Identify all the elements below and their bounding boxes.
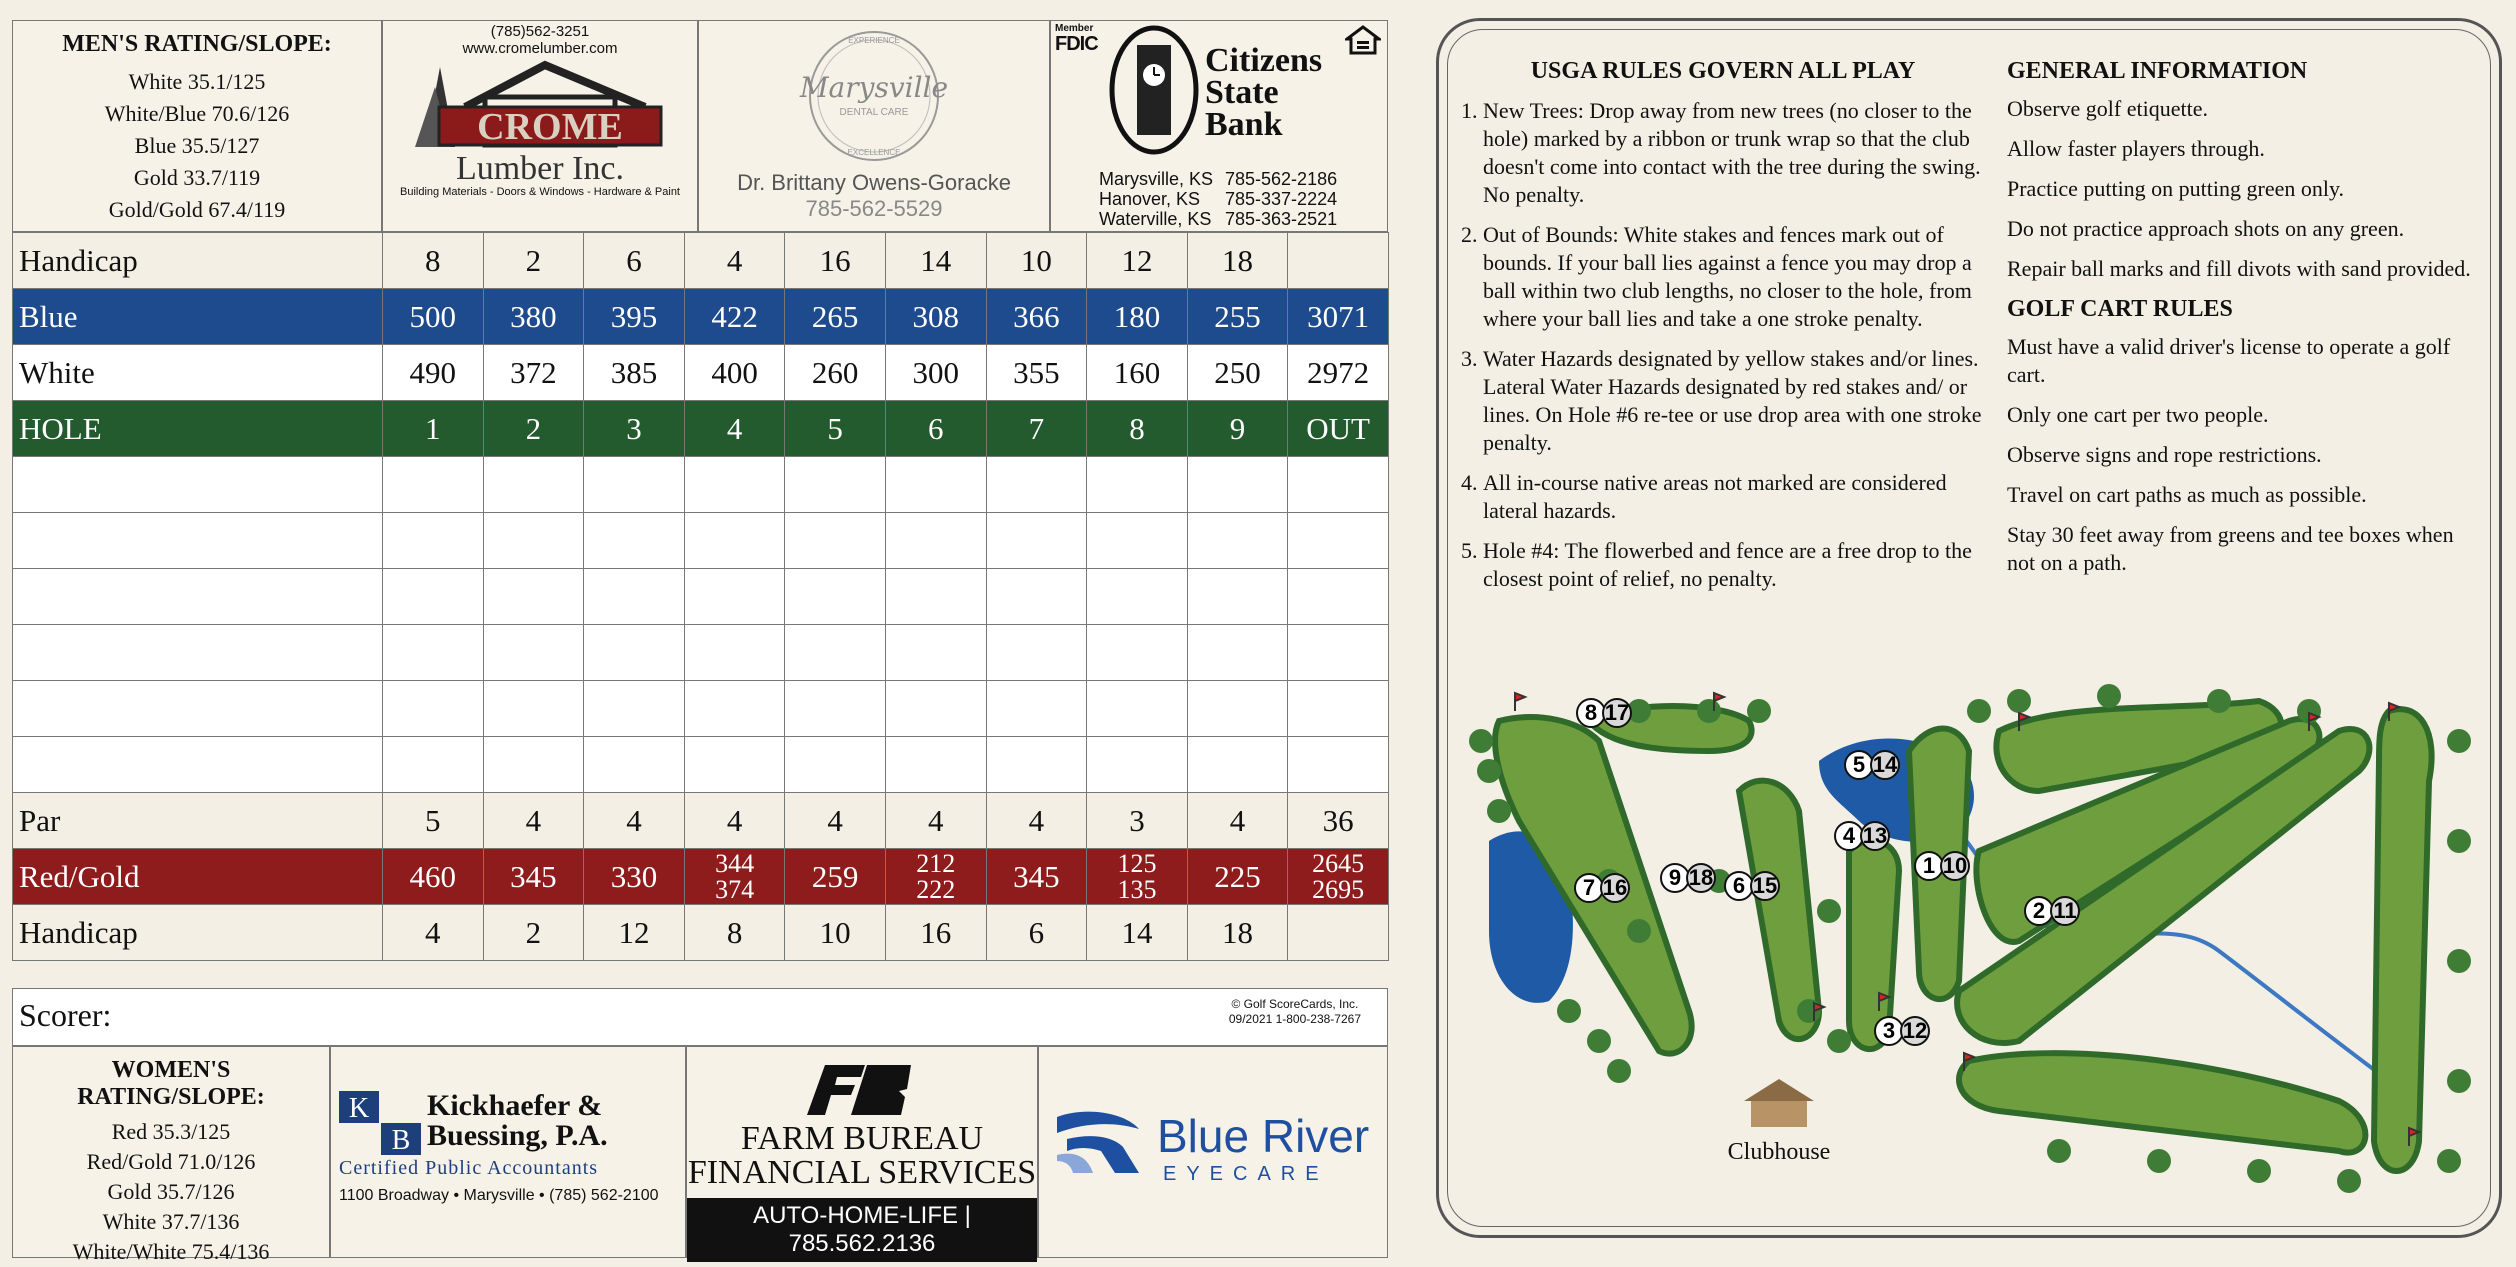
score-cell[interactable] (785, 737, 886, 793)
score-cell[interactable] (986, 737, 1087, 793)
dental-ring-bottom: EXCELLENCE (847, 148, 901, 157)
score-cell[interactable] (584, 513, 685, 569)
score-cell[interactable] (1187, 569, 1288, 625)
mens-rating-line: Gold 33.7/119 (133, 165, 261, 190)
score-cell[interactable] (1187, 737, 1288, 793)
row-value-cell (1288, 233, 1389, 289)
dental-ring-top: EXPERIENCE (848, 36, 900, 45)
row-value-cell: 8 (1087, 401, 1188, 457)
row-label (13, 625, 383, 681)
handicap-bottom-row (13, 905, 1389, 961)
row-value-cell (1087, 849, 1188, 905)
score-cell[interactable] (684, 625, 785, 681)
score-cell[interactable] (584, 625, 685, 681)
score-cell[interactable] (1187, 681, 1288, 737)
score-cell[interactable] (1087, 569, 1188, 625)
hole-marker-number: 3 (1882, 1018, 1896, 1043)
row-value-cell: 395 (584, 289, 685, 345)
score-cell[interactable] (986, 457, 1087, 513)
hole-marker-number: 11 (2053, 898, 2077, 923)
row-value-cell: 6 (885, 401, 986, 457)
par-row (13, 793, 1389, 849)
row-value-cell: 3071 (1288, 289, 1389, 345)
crome-name: CROME (477, 106, 623, 148)
row-value-cell: 260 (785, 345, 886, 401)
row-value-cell: 250 (1187, 345, 1288, 401)
row-value-cell: 255 (1187, 289, 1288, 345)
score-cell[interactable] (684, 681, 785, 737)
row-value-cell: 4 (684, 401, 785, 457)
score-cell[interactable] (483, 457, 584, 513)
row-value-cell: 18 (1187, 905, 1288, 961)
womens-rating-line: White 37.7/136 (102, 1209, 240, 1234)
row-value-cell: 4 (684, 233, 785, 289)
rules-list (1453, 97, 1993, 593)
score-cell[interactable] (885, 625, 986, 681)
kb-address: 1100 Broadway • Marysville • (785) 562-2100 (339, 1187, 659, 1204)
clubhouse-label: Clubhouse (1727, 1139, 1831, 1165)
row-label: White (13, 345, 383, 401)
row-value-cell: 225 (1187, 849, 1288, 905)
fdic-logo: FDIC (1055, 33, 1098, 55)
score-cell[interactable] (1288, 681, 1389, 737)
score-cell[interactable] (483, 513, 584, 569)
hole-marker-number: 10 (1942, 853, 1968, 878)
score-cell[interactable] (1187, 513, 1288, 569)
score-table (12, 232, 1389, 961)
scorecard-front (12, 20, 1388, 1264)
score-cell[interactable] (1288, 513, 1389, 569)
clock-tower-logo-icon (1109, 25, 1199, 155)
row-value-cell: 10 (785, 905, 886, 961)
dental-doctor: Dr. Brittany Owens-Goracke (737, 170, 1011, 195)
row-value-cell: 355 (986, 345, 1087, 401)
hole-number-row (13, 401, 1389, 457)
bank-name-3: Bank (1205, 106, 1283, 143)
score-cell[interactable] (1087, 737, 1188, 793)
row-value-cell: 12 (584, 905, 685, 961)
row-value-cell: 16 (885, 905, 986, 961)
crome-house-logo-icon (395, 57, 685, 149)
row-value-cell: 300 (885, 345, 986, 401)
score-cell[interactable] (986, 681, 1087, 737)
score-cell[interactable] (785, 625, 886, 681)
score-cell[interactable] (785, 569, 886, 625)
row-value-cell: 2 (483, 233, 584, 289)
hole-marker-number: 9 (1668, 865, 1682, 890)
score-cell[interactable] (1187, 625, 1288, 681)
row-value-cell: 9 (1187, 401, 1288, 457)
womens-rating-line: White/White 75.4/136 (72, 1239, 270, 1264)
farm-bar: AUTO-HOME-LIFE | 785.562.2136 (687, 1198, 1037, 1262)
row-value-cell (1288, 905, 1389, 961)
row-value-cell: 2 (483, 905, 584, 961)
row-value-cell: 500 (383, 289, 484, 345)
score-cell[interactable] (1087, 513, 1188, 569)
score-cell[interactable] (885, 569, 986, 625)
row-label: Handicap (13, 905, 383, 961)
hole-marker-number: 13 (1862, 823, 1888, 848)
equal-housing-icon (1345, 25, 1381, 57)
clubhouse-icon (1744, 1079, 1814, 1127)
row-value-cell: 7 (986, 401, 1087, 457)
row-value-cell: 4 (785, 793, 886, 849)
hole-marker-number: 7 (1582, 875, 1596, 900)
score-cell[interactable] (1087, 625, 1188, 681)
hole-marker-number: 1 (1922, 853, 1936, 878)
branch-city: Hanover, KS (1099, 189, 1201, 209)
row-value-cell: 14 (885, 233, 986, 289)
row-value-cell: 1 (383, 401, 484, 457)
usga-rules (1453, 57, 1993, 605)
rule-item: 5. Hole #4: The flowerbed and fence are a free drop to the closest point of relief, no penalty. (1483, 537, 1993, 593)
kb-name-2: Buessing, P.A. (427, 1119, 608, 1152)
row-label (13, 681, 383, 737)
row-value-cell: 2972 (1288, 345, 1389, 401)
score-cell[interactable] (483, 737, 584, 793)
row-value-cell: 6 (986, 905, 1087, 961)
row-value-cell: 8 (383, 233, 484, 289)
row-value-cell: 490 (383, 345, 484, 401)
rule-item: 1. New Trees: Drop away from new trees (no closer to the hole) marked by a ribbon or trunk wrap so that the club doesn't come into contact with the tree during the swing. No penalty. (1483, 97, 1993, 209)
general-item: Allow faster players through. (2007, 136, 2265, 161)
red-gold-tee-row (13, 849, 1389, 905)
marysville-dental-ad (698, 20, 1050, 232)
row-value-cell: OUT (1288, 401, 1389, 457)
kb-sub: Certified Public Accountants (339, 1157, 599, 1179)
hole-marker-number: 14 (1872, 752, 1898, 777)
hole-marker-number: 17 (1604, 700, 1630, 725)
crome-phone: (785)562-3251 (490, 23, 590, 40)
hole-marker-number: 2 (2032, 898, 2046, 923)
blue-river-sub: EYECARE (1163, 1163, 1329, 1185)
row-label (13, 569, 383, 625)
score-cell[interactable] (383, 737, 484, 793)
row-value-cell: 2 (483, 401, 584, 457)
row-label: Handicap (13, 233, 383, 289)
fdic-member: Member (1055, 23, 1094, 34)
score-cell[interactable] (684, 513, 785, 569)
scorecard-copyright (1229, 997, 1361, 1027)
score-cell[interactable] (383, 457, 484, 513)
row-value-cell: 3 (584, 401, 685, 457)
score-cell[interactable] (1087, 457, 1188, 513)
row-value-cell: 14 (1087, 905, 1188, 961)
row-label: Blue (13, 289, 383, 345)
bank-name (1205, 42, 1323, 143)
cart-item: Travel on cart paths as much as possible. (2007, 482, 2367, 507)
crome-tagline: Building Materials - Doors & Windows - Hardware & Paint (400, 186, 680, 198)
general-item: Observe golf etiquette. (2007, 96, 2208, 121)
branch-city: Marysville, KS (1099, 169, 1214, 189)
row-value-cell: 4 (1187, 793, 1288, 849)
row-value-cell: 460 (383, 849, 484, 905)
blue-tee-row (13, 289, 1389, 345)
row-value-cell: 422 (684, 289, 785, 345)
kb-name (427, 1091, 608, 1151)
stacked-yardage: 344 374 (715, 848, 755, 904)
row-value-cell: 5 (785, 401, 886, 457)
farm-bureau-ad (686, 1046, 1038, 1258)
general-item: Practice putting on putting green only. (2007, 176, 2345, 201)
kb-letter-k: K (348, 1093, 370, 1124)
score-cell[interactable] (1288, 625, 1389, 681)
stacked-yardage: 125 135 (1117, 848, 1157, 904)
row-value-cell: 380 (483, 289, 584, 345)
score-cell[interactable] (785, 457, 886, 513)
row-value-cell: 4 (986, 793, 1087, 849)
farm-name-1: FARM BUREAU (740, 1120, 984, 1157)
blue-river-logo-icon (1053, 1107, 1143, 1177)
cart-item: Must have a valid driver's license to operate a golf cart. (2007, 334, 2451, 387)
bank-name-2: State (1205, 74, 1279, 111)
bank-name-1: Citizens (1205, 42, 1323, 79)
row-value-cell: 4 (885, 793, 986, 849)
row-value-cell (1288, 849, 1389, 905)
score-cell[interactable] (1187, 457, 1288, 513)
row-value-cell: 4 (584, 793, 685, 849)
row-value-cell: 345 (986, 849, 1087, 905)
mens-rating-line: Blue 35.5/127 (134, 133, 260, 158)
row-value-cell: 180 (1087, 289, 1188, 345)
general-heading: GENERAL INFORMATION (2007, 58, 2308, 84)
row-label (13, 513, 383, 569)
citizens-state-bank-ad (1050, 20, 1388, 232)
row-value-cell: 12 (1087, 233, 1188, 289)
mens-rating-line: Gold/Gold 67.4/119 (108, 197, 286, 222)
score-cell[interactable] (383, 513, 484, 569)
farm-bureau-logo-icon (807, 1061, 917, 1117)
row-value-cell: 265 (785, 289, 886, 345)
handicap-top-row (13, 233, 1389, 289)
bottom-ad-row (12, 1046, 1388, 1264)
scorer-label: Scorer: (19, 997, 112, 1033)
hole-marker-number: 18 (1688, 865, 1714, 890)
score-cell[interactable] (885, 513, 986, 569)
score-cell[interactable] (483, 569, 584, 625)
score-cell[interactable] (785, 681, 886, 737)
kickhaefer-buessing-ad (330, 1046, 686, 1258)
score-cell[interactable] (383, 569, 484, 625)
score-cell[interactable] (383, 681, 484, 737)
mens-rating-heading: MEN'S RATING/SLOPE: (62, 31, 332, 57)
score-cell[interactable] (584, 569, 685, 625)
farm-name-2: FINANCIAL SERVICES (687, 1154, 1037, 1191)
row-value-cell: 6 (584, 233, 685, 289)
hole-marker-number: 5 (1852, 752, 1866, 777)
row-value-cell: 372 (483, 345, 584, 401)
row-value-cell: 366 (986, 289, 1087, 345)
score-cell[interactable] (684, 457, 785, 513)
score-entry-row[interactable] (13, 513, 1389, 569)
crome-web: www.cromelumber.com (462, 40, 618, 57)
branch-phone: 785-363-2521 (1225, 209, 1338, 229)
row-value-cell: 330 (584, 849, 685, 905)
scorer-row[interactable] (12, 988, 1388, 1046)
score-entry-row[interactable] (13, 737, 1389, 793)
score-cell[interactable] (383, 625, 484, 681)
hole-marker-number: 12 (1902, 1018, 1928, 1043)
white-tee-row (13, 345, 1389, 401)
stacked-yardage: 2645 2695 (1312, 848, 1365, 904)
score-cell[interactable] (885, 737, 986, 793)
general-item: Do not practice approach shots on any green. (2007, 216, 2405, 241)
row-value-cell: 5 (383, 793, 484, 849)
score-cell[interactable] (885, 457, 986, 513)
cart-item: Observe signs and rope restrictions. (2007, 442, 2322, 467)
score-cell[interactable] (1288, 457, 1389, 513)
womens-rating-line: Gold 35.7/126 (107, 1179, 235, 1204)
womens-rating-line: Red 35.3/125 (111, 1119, 231, 1144)
row-value-cell (684, 849, 785, 905)
score-entry-row[interactable] (13, 569, 1389, 625)
kb-name-1: Kickhaefer & (427, 1089, 603, 1122)
general-item: Repair ball marks and fill divots with sand provided. (2007, 256, 2471, 281)
score-cell[interactable] (1288, 737, 1389, 793)
hole-marker-number: 8 (1584, 700, 1598, 725)
kb-letter-b: B (391, 1125, 411, 1155)
crome-sub: Lumber Inc. (455, 150, 625, 187)
row-value-cell: 36 (1288, 793, 1389, 849)
row-value-cell: 308 (885, 289, 986, 345)
branch-city: Waterville, KS (1099, 209, 1212, 229)
score-cell[interactable] (785, 513, 886, 569)
kb-monogram-icon (339, 1091, 423, 1155)
branch-phone: 785-562-2186 (1225, 169, 1338, 189)
womens-rating-heading: WOMEN'S RATING/SLOPE: (77, 1057, 265, 1110)
cart-heading: GOLF CART RULES (2007, 296, 2233, 322)
score-cell[interactable] (584, 737, 685, 793)
row-label (13, 457, 383, 513)
cart-item: Stay 30 feet away from greens and tee boxes when not on a path. (2007, 522, 2454, 575)
score-entry-row[interactable] (13, 681, 1389, 737)
row-value-cell: 10 (986, 233, 1087, 289)
score-cell[interactable] (1288, 569, 1389, 625)
row-value-cell: 8 (684, 905, 785, 961)
score-cell[interactable] (483, 625, 584, 681)
row-value-cell: 4 (383, 905, 484, 961)
bank-branches (1099, 169, 1337, 229)
score-cell[interactable] (584, 457, 685, 513)
womens-rating-line: Red/Gold 71.0/126 (86, 1149, 256, 1174)
row-value-cell: 4 (684, 793, 785, 849)
row-value-cell: 16 (785, 233, 886, 289)
cart-item: Only one cart per two people. (2007, 402, 2269, 427)
score-cell[interactable] (684, 737, 785, 793)
womens-rating-box (12, 1046, 330, 1264)
rule-item: 3. Water Hazards designated by yellow stakes and/or lines. Lateral Water Hazards designated by red stakes and/ or lines. On Hole #6 re-tee or use drop area with one stroke penalty. (1483, 345, 1993, 457)
row-value-cell: 18 (1187, 233, 1288, 289)
scorecard-back (1436, 18, 2502, 1238)
score-cell[interactable] (684, 569, 785, 625)
score-entry-row[interactable] (13, 457, 1389, 513)
row-label: HOLE (13, 401, 383, 457)
hole-marker-number: 15 (1752, 873, 1778, 898)
crome-lumber-ad (382, 20, 698, 232)
top-ad-row (12, 20, 1388, 232)
row-value-cell: 4 (483, 793, 584, 849)
mens-rating-line: White 35.1/125 (128, 69, 266, 94)
mens-rating-line: White/Blue 70.6/126 (104, 101, 290, 126)
rules-heading: USGA RULES GOVERN ALL PLAY (1530, 58, 1916, 84)
rule-item: 4. All in-course native areas not marked are considered lateral hazards. (1483, 469, 1993, 525)
score-cell[interactable] (986, 569, 1087, 625)
score-cell[interactable] (986, 513, 1087, 569)
score-cell[interactable] (986, 625, 1087, 681)
row-value-cell: 400 (684, 345, 785, 401)
row-value-cell: 160 (1087, 345, 1188, 401)
hole-marker-number: 4 (1842, 823, 1856, 848)
score-cell[interactable] (584, 681, 685, 737)
branch-phone: 785-337-2224 (1225, 189, 1338, 209)
row-label (13, 737, 383, 793)
rule-item: 2. Out of Bounds: White stakes and fences mark out of bounds. If your ball lies against a fence you may drop a ball within two club lengths, no closer to the hole, from where your ball lies and take a one stroke penalty. (1483, 221, 1993, 333)
row-label: Red/Gold (13, 849, 383, 905)
row-label: Par (13, 793, 383, 849)
score-cell[interactable] (483, 681, 584, 737)
row-value-cell (885, 849, 986, 905)
course-map (1459, 681, 2483, 1221)
general-information (2007, 57, 2477, 589)
copyright-line: 09/2021 1-800-238-7267 (1228, 1012, 1361, 1026)
dental-ring-logo-icon (789, 27, 959, 165)
row-value-cell: 3 (1087, 793, 1188, 849)
mens-rating-box (12, 20, 382, 232)
hole-marker-number: 6 (1732, 873, 1746, 898)
hole-marker-number: 16 (1602, 875, 1628, 900)
score-entry-row[interactable] (13, 625, 1389, 681)
dental-phone: 785-562-5529 (805, 196, 943, 221)
row-value-cell: 385 (584, 345, 685, 401)
blue-river-eyecare-ad (1038, 1046, 1388, 1258)
score-cell[interactable] (885, 681, 986, 737)
score-cell[interactable] (1087, 681, 1188, 737)
row-value-cell: 259 (785, 849, 886, 905)
blue-river-name: Blue River (1157, 1110, 1370, 1162)
dental-script: Marysville (799, 71, 949, 104)
copyright-line: © Golf ScoreCards, Inc. (1231, 997, 1359, 1011)
dental-small: DENTAL CARE (839, 107, 909, 118)
row-value-cell: 345 (483, 849, 584, 905)
stacked-yardage: 212 222 (916, 848, 956, 904)
